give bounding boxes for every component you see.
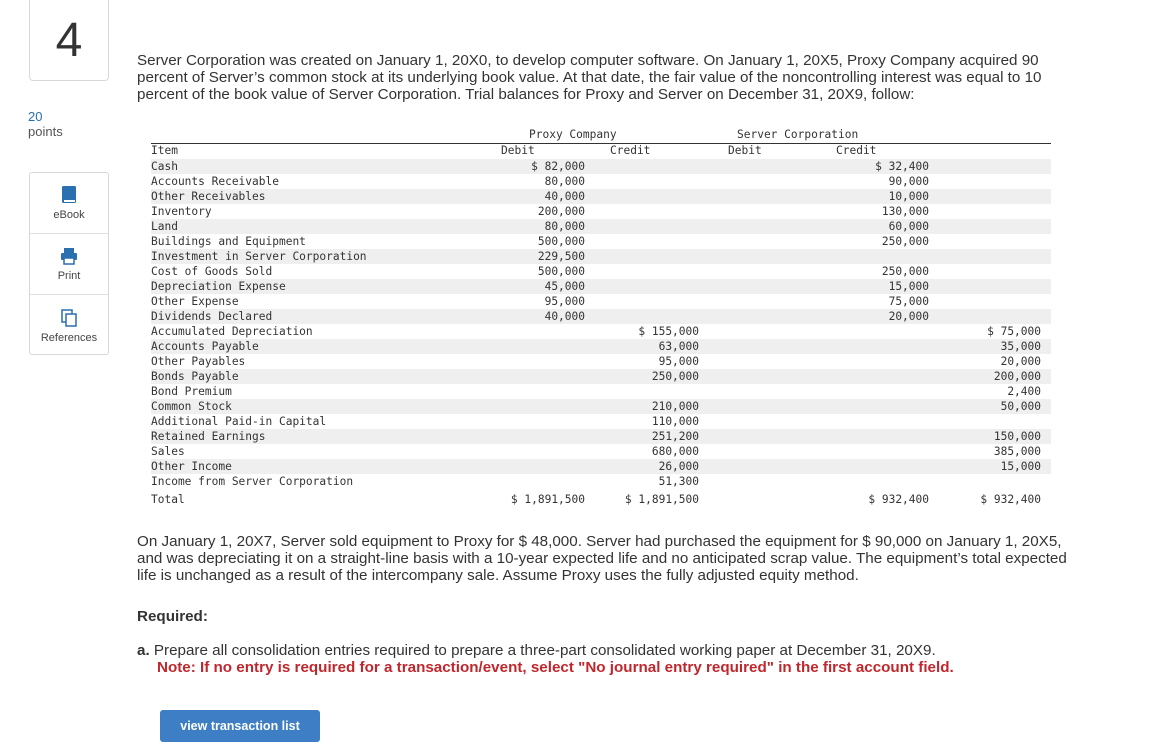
table-row: [151, 414, 1051, 429]
account-name: Depreciation Expense: [151, 280, 286, 293]
table-row: [151, 294, 1051, 309]
table-row: [151, 384, 1051, 399]
print-label: Print: [57, 270, 81, 282]
proxy-debit: 500,000: [537, 265, 585, 278]
proxy-debit: 200,000: [537, 205, 585, 218]
server-debit: 15,000: [888, 280, 929, 293]
proxy-debit: 500,000: [537, 235, 585, 248]
proxy-company-header: Proxy Company: [529, 128, 617, 141]
server-debit: 250,000: [881, 265, 929, 278]
proxy-debit: 80,000: [544, 220, 585, 233]
server-credit: 200,000: [993, 370, 1041, 383]
proxy-debit: 45,000: [544, 280, 585, 293]
account-name: Common Stock: [151, 400, 232, 413]
server-debit: 130,000: [881, 205, 929, 218]
server-credit-total: $ 932,400: [980, 493, 1041, 506]
server-credit-header: Credit: [836, 144, 877, 157]
references-button[interactable]: [30, 295, 108, 356]
proxy-credit: $ 155,000: [638, 325, 699, 338]
account-name: Accounts Payable: [151, 340, 259, 353]
server-credit: 385,000: [993, 445, 1041, 458]
server-credit: 15,000: [1000, 460, 1041, 473]
server-credit: 50,000: [1000, 400, 1041, 413]
intercompany-sale-paragraph: On January 1, 20X7, Server sold equipment to Proxy for $ 48,000. Server had purchased the equipment for $ 90,000 on January 1, 20X5, and was depreciating it on a straight-line basis with a 10-year expected life and no anticipated scrap value. The equipment’s total expected life is unchanged as a result of the intercompany sale. Assume Proxy uses the fully adjusted equity method.: [137, 533, 1067, 584]
account-name: Other Payables: [151, 355, 246, 368]
table-row: [151, 189, 1051, 204]
server-debit: $ 32,400: [875, 160, 929, 173]
references-icon: [60, 308, 78, 328]
server-debit: 60,000: [888, 220, 929, 233]
table-row: [151, 309, 1051, 324]
proxy-credit: 680,000: [651, 445, 699, 458]
proxy-debit: 95,000: [544, 295, 585, 308]
table-row: [151, 279, 1051, 294]
ebook-label: eBook: [53, 209, 85, 221]
account-name: Other Receivables: [151, 190, 266, 203]
table-row: [151, 474, 1051, 489]
company-header-row: [151, 128, 1051, 143]
server-debit: 250,000: [881, 235, 929, 248]
requirement-a: [137, 642, 1077, 676]
server-debit: 10,000: [888, 190, 929, 203]
server-credit: 2,400: [1007, 385, 1041, 398]
proxy-credit: 51,300: [658, 475, 699, 488]
proxy-credit: 210,000: [651, 400, 699, 413]
table-row: [151, 249, 1051, 264]
server-debit: 75,000: [888, 295, 929, 308]
proxy-debit: 80,000: [544, 175, 585, 188]
table-row: [151, 264, 1051, 279]
proxy-credit: 63,000: [658, 340, 699, 353]
proxy-credit-total: $ 1,891,500: [624, 493, 699, 506]
server-credit: 150,000: [993, 430, 1041, 443]
print-button[interactable]: [30, 234, 108, 295]
table-row: [151, 399, 1051, 414]
server-debit-header: Debit: [728, 144, 762, 157]
account-name: Buildings and Equipment: [151, 235, 306, 248]
proxy-debit: 229,500: [537, 250, 585, 263]
server-credit: $ 75,000: [987, 325, 1041, 338]
requirement-a-prefix: a.: [137, 642, 150, 659]
account-name: Sales: [151, 445, 185, 458]
table-row: [151, 354, 1051, 369]
proxy-credit: 250,000: [651, 370, 699, 383]
proxy-debit: 40,000: [544, 190, 585, 203]
account-name: Accounts Receivable: [151, 175, 279, 188]
account-name: Inventory: [151, 205, 212, 218]
table-row: [151, 444, 1051, 459]
points-value: 20: [28, 109, 43, 124]
tool-panel: [29, 172, 109, 355]
table-row: [151, 459, 1051, 474]
references-label: References: [40, 331, 98, 344]
ebook-icon: [61, 185, 77, 205]
requirement-note: Note: If no entry is required for a transaction/event, select "No journal entry required" in the first account field.: [157, 659, 954, 676]
table-row: [151, 204, 1051, 219]
proxy-credit: 26,000: [658, 460, 699, 473]
account-name: Dividends Declared: [151, 310, 273, 323]
proxy-debit: 40,000: [544, 310, 585, 323]
table-row: [151, 429, 1051, 444]
required-heading: Required:: [137, 608, 208, 625]
proxy-credit-header: Credit: [610, 144, 651, 157]
account-name: Land: [151, 220, 178, 233]
server-credit: 35,000: [1000, 340, 1041, 353]
account-name: Other Income: [151, 460, 232, 473]
points-display: [28, 109, 63, 139]
proxy-credit: 95,000: [658, 355, 699, 368]
print-icon: [60, 246, 78, 266]
proxy-credit: 251,200: [651, 430, 699, 443]
table-row: [151, 174, 1051, 189]
server-debit-total: $ 932,400: [868, 493, 929, 506]
proxy-credit: 110,000: [651, 415, 699, 428]
trial-balance-table: [151, 128, 1051, 509]
points-label: points: [28, 124, 63, 139]
table-body: [151, 159, 1051, 489]
account-name: Investment in Server Corporation: [151, 250, 367, 263]
total-row: [151, 491, 1051, 509]
ebook-button[interactable]: [30, 173, 108, 234]
table-row: [151, 369, 1051, 384]
table-row: [151, 219, 1051, 234]
intro-paragraph: Server Corporation was created on January 1, 20X0, to develop computer software. On January 1, 20X5, Proxy Company acquired 90 percent of Server’s common stock at its underlying book value. At that date, the fair value of the noncontrolling interest was equal to 10 percent of the book value of Server Corporation. Trial balances for Proxy and Server on December 31, 20X9, follow:: [137, 52, 1042, 103]
account-name: Cash: [151, 160, 178, 173]
account-name: Cost of Goods Sold: [151, 265, 273, 278]
requirement-a-text: Prepare all consolidation entries required to prepare a three-part consolidated working paper at December 31, 20X9.: [153, 642, 936, 659]
account-name: Accumulated Depreciation: [151, 325, 313, 338]
proxy-debit-total: $ 1,891,500: [510, 493, 585, 506]
account-name: Income from Server Corporation: [151, 475, 354, 488]
server-corporation-header: Server Corporation: [737, 128, 859, 141]
question-number: 4: [29, 0, 109, 81]
account-name: Other Expense: [151, 295, 239, 308]
total-label: Total: [151, 493, 185, 506]
server-credit: 20,000: [1000, 355, 1041, 368]
account-name: Bonds Payable: [151, 370, 239, 383]
server-debit: 20,000: [888, 310, 929, 323]
proxy-debit-header: Debit: [501, 144, 535, 157]
view-transaction-list-button[interactable]: view transaction list: [160, 710, 320, 742]
table-row: [151, 339, 1051, 354]
table-row: [151, 159, 1051, 174]
proxy-debit: $ 82,000: [531, 160, 585, 173]
account-name: Retained Earnings: [151, 430, 266, 443]
server-debit: 90,000: [888, 175, 929, 188]
table-row: [151, 324, 1051, 339]
column-header-row: [151, 143, 1051, 159]
account-name: Bond Premium: [151, 385, 232, 398]
table-row: [151, 234, 1051, 249]
item-header: Item: [151, 144, 178, 157]
account-name: Additional Paid-in Capital: [151, 415, 327, 428]
